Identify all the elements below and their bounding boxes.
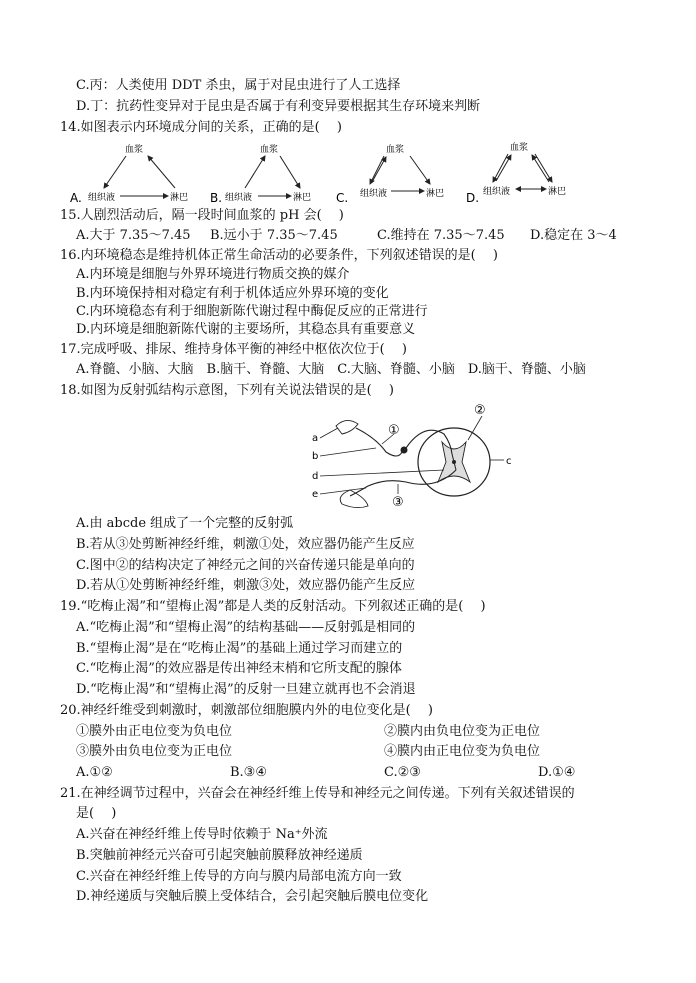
svg-text:淋巴: 淋巴 xyxy=(170,193,189,203)
q19-option-b: B.“望梅止渴”是在“吃梅止渴”的基础上通过学习而建立的 xyxy=(76,641,403,656)
q14-label-b: B. xyxy=(210,191,223,205)
q14-label-a: A. xyxy=(70,191,82,205)
q16-option-b: B.内环境保持相对稳定有利于机体适应外界环境的变化 xyxy=(76,286,389,301)
q14-stem: 14.如图表示内环境成分间的关系，正确的是( ) xyxy=(60,120,342,135)
q17-stem: 17.完成呼吸、排尿、维持身体平衡的神经中枢依次位于( ) xyxy=(60,342,407,357)
q15-stem: 15.人剧烈活动后，隔一段时间血浆的 pH 会( ) xyxy=(60,208,344,223)
q15-option-d: D.稳定在 3～4 xyxy=(530,228,617,243)
q20-option-c: C.②③ xyxy=(384,765,421,780)
q14-diagram-b xyxy=(210,143,311,205)
svg-text:组织液: 组织液 xyxy=(88,193,116,203)
svg-text:淋巴: 淋巴 xyxy=(426,189,445,199)
q19-option-d: D.“吃梅止渴”和“望梅止渴”的反射一旦建立就再也不会消退 xyxy=(76,682,416,697)
q14-label-d: D. xyxy=(466,191,480,205)
q18-option-c: C.图中②的结构决定了神经元之间的兴奋传递只能是单向的 xyxy=(76,558,415,573)
q14-diagram-a xyxy=(70,143,188,205)
q18-option-d: D.若从①处剪断神经纤维，刺激③处，效应器仍能产生反应 xyxy=(76,578,416,593)
q19-stem: 19.“吃梅止渴”和“望梅止渴”都是人类的反射活动。下列叙述正确的是( ) xyxy=(60,599,486,614)
receptor xyxy=(336,420,358,434)
q19-option-c: C.“吃梅止渴”的效应器是传出神经末梢和它所支配的腺体 xyxy=(76,661,402,676)
q13-option-c: C.丙：人类使用 DDT 杀虫，属于对昆虫进行了人工选择 xyxy=(76,78,401,93)
effector xyxy=(340,490,368,508)
q18-reflex-arc-diagram xyxy=(306,398,516,513)
q20-option-b: B.③④ xyxy=(230,765,267,780)
svg-text:血浆: 血浆 xyxy=(260,145,279,155)
q15-option-c: C.维持在 7.35～7.45 xyxy=(377,228,505,243)
svg-text:组织液: 组织液 xyxy=(225,193,253,203)
svg-text:组织液: 组织液 xyxy=(483,187,511,197)
q20-item-3: ③膜外由负电位变为正电位 xyxy=(76,744,233,759)
svg-text:淋巴: 淋巴 xyxy=(548,187,567,197)
q21-option-a: A.兴奋在神经纤维上传导时依赖于 Na⁺外流 xyxy=(76,827,328,842)
q16-option-d: D.内环境是细胞新陈代谢的主要场所，其稳态具有重要意义 xyxy=(76,322,416,337)
svg-text:血浆: 血浆 xyxy=(125,145,144,155)
q14-label-c: C. xyxy=(336,191,349,205)
label-b: b xyxy=(312,451,319,462)
q21-option-c: C.兴奋在神经纤维上传导的方向与膜内局部电流方向一致 xyxy=(76,869,402,884)
q18-option-a: A.由 abcde 组成了一个完整的反射弧 xyxy=(76,516,294,531)
q14-diagram-d xyxy=(466,141,566,205)
q21-stem-cont: 是( ) xyxy=(76,806,117,821)
q19-option-a: A.“吃梅止渴”和“望梅止渴”的结构基础——反射弧是相同的 xyxy=(76,620,416,635)
svg-text:组织液: 组织液 xyxy=(360,189,388,199)
q15-option-a: A.大于 7.35～7.45 xyxy=(76,228,191,243)
q18-stem: 18.如图为反射弧结构示意图，下列有关说法错误的是( ) xyxy=(60,383,394,398)
svg-text:淋巴: 淋巴 xyxy=(293,193,312,203)
label-c: c xyxy=(506,456,512,467)
label-2: ② xyxy=(474,403,486,418)
q20-option-a: A.①② xyxy=(76,765,113,780)
q16-stem: 16.内环境稳态是维持机体正常生命活动的必要条件，下列叙述错误的是( ) xyxy=(60,248,498,263)
q17-options: A.脊髓、小脑、大脑 B.脑干、脊髓、大脑 C.大脑、脊髓、小脑 D.脑干、脊髓、小脑 xyxy=(76,362,586,377)
label-3: ③ xyxy=(392,495,404,510)
q20-item-4: ④膜内由正电位变为负电位 xyxy=(384,744,541,759)
q20-stem: 20.神经纤维受到刺激时，刺激部位细胞膜内外的电位变化是( ) xyxy=(60,703,433,718)
q14-diagrams xyxy=(70,138,630,208)
q13-option-d: D.丁：抗药性变异对于昆虫是否属于有利变异要根据其生存环境来判断 xyxy=(76,99,481,114)
q16-option-a: A.内环境是细胞与外界环境进行物质交换的媒介 xyxy=(76,267,350,282)
q20-item-1: ①膜外由正电位变为负电位 xyxy=(76,724,233,739)
q15-option-b: B.远小于 7.35～7.45 xyxy=(210,228,338,243)
q16-option-c: C.内环境稳态有利于细胞新陈代谢过程中酶促反应的正常进行 xyxy=(76,304,428,319)
q18-option-b: B.若从③处剪断神经纤维，刺激①处，效应器仍能产生反应 xyxy=(76,537,415,552)
q21-option-d: D.神经递质与突触后膜上受体结合，会引起突触后膜电位变化 xyxy=(76,889,429,904)
label-e: e xyxy=(312,489,319,500)
svg-text:血浆: 血浆 xyxy=(510,143,529,153)
q20-item-2: ②膜内由负电位变为正电位 xyxy=(384,724,541,739)
q21-stem: 21.在神经调节过程中，兴奋会在神经纤维上传导和神经元之间传递。下列有关叙述错误的 xyxy=(60,786,575,801)
label-a: a xyxy=(312,433,319,444)
q21-option-b: B.突触前神经元兴奋可引起突触前膜释放神经递质 xyxy=(76,848,363,863)
q20-option-d: D.①④ xyxy=(538,765,576,780)
label-1: ① xyxy=(388,423,400,438)
svg-text:血浆: 血浆 xyxy=(386,145,405,155)
q14-diagram-c xyxy=(336,143,444,205)
label-d: d xyxy=(312,471,319,482)
